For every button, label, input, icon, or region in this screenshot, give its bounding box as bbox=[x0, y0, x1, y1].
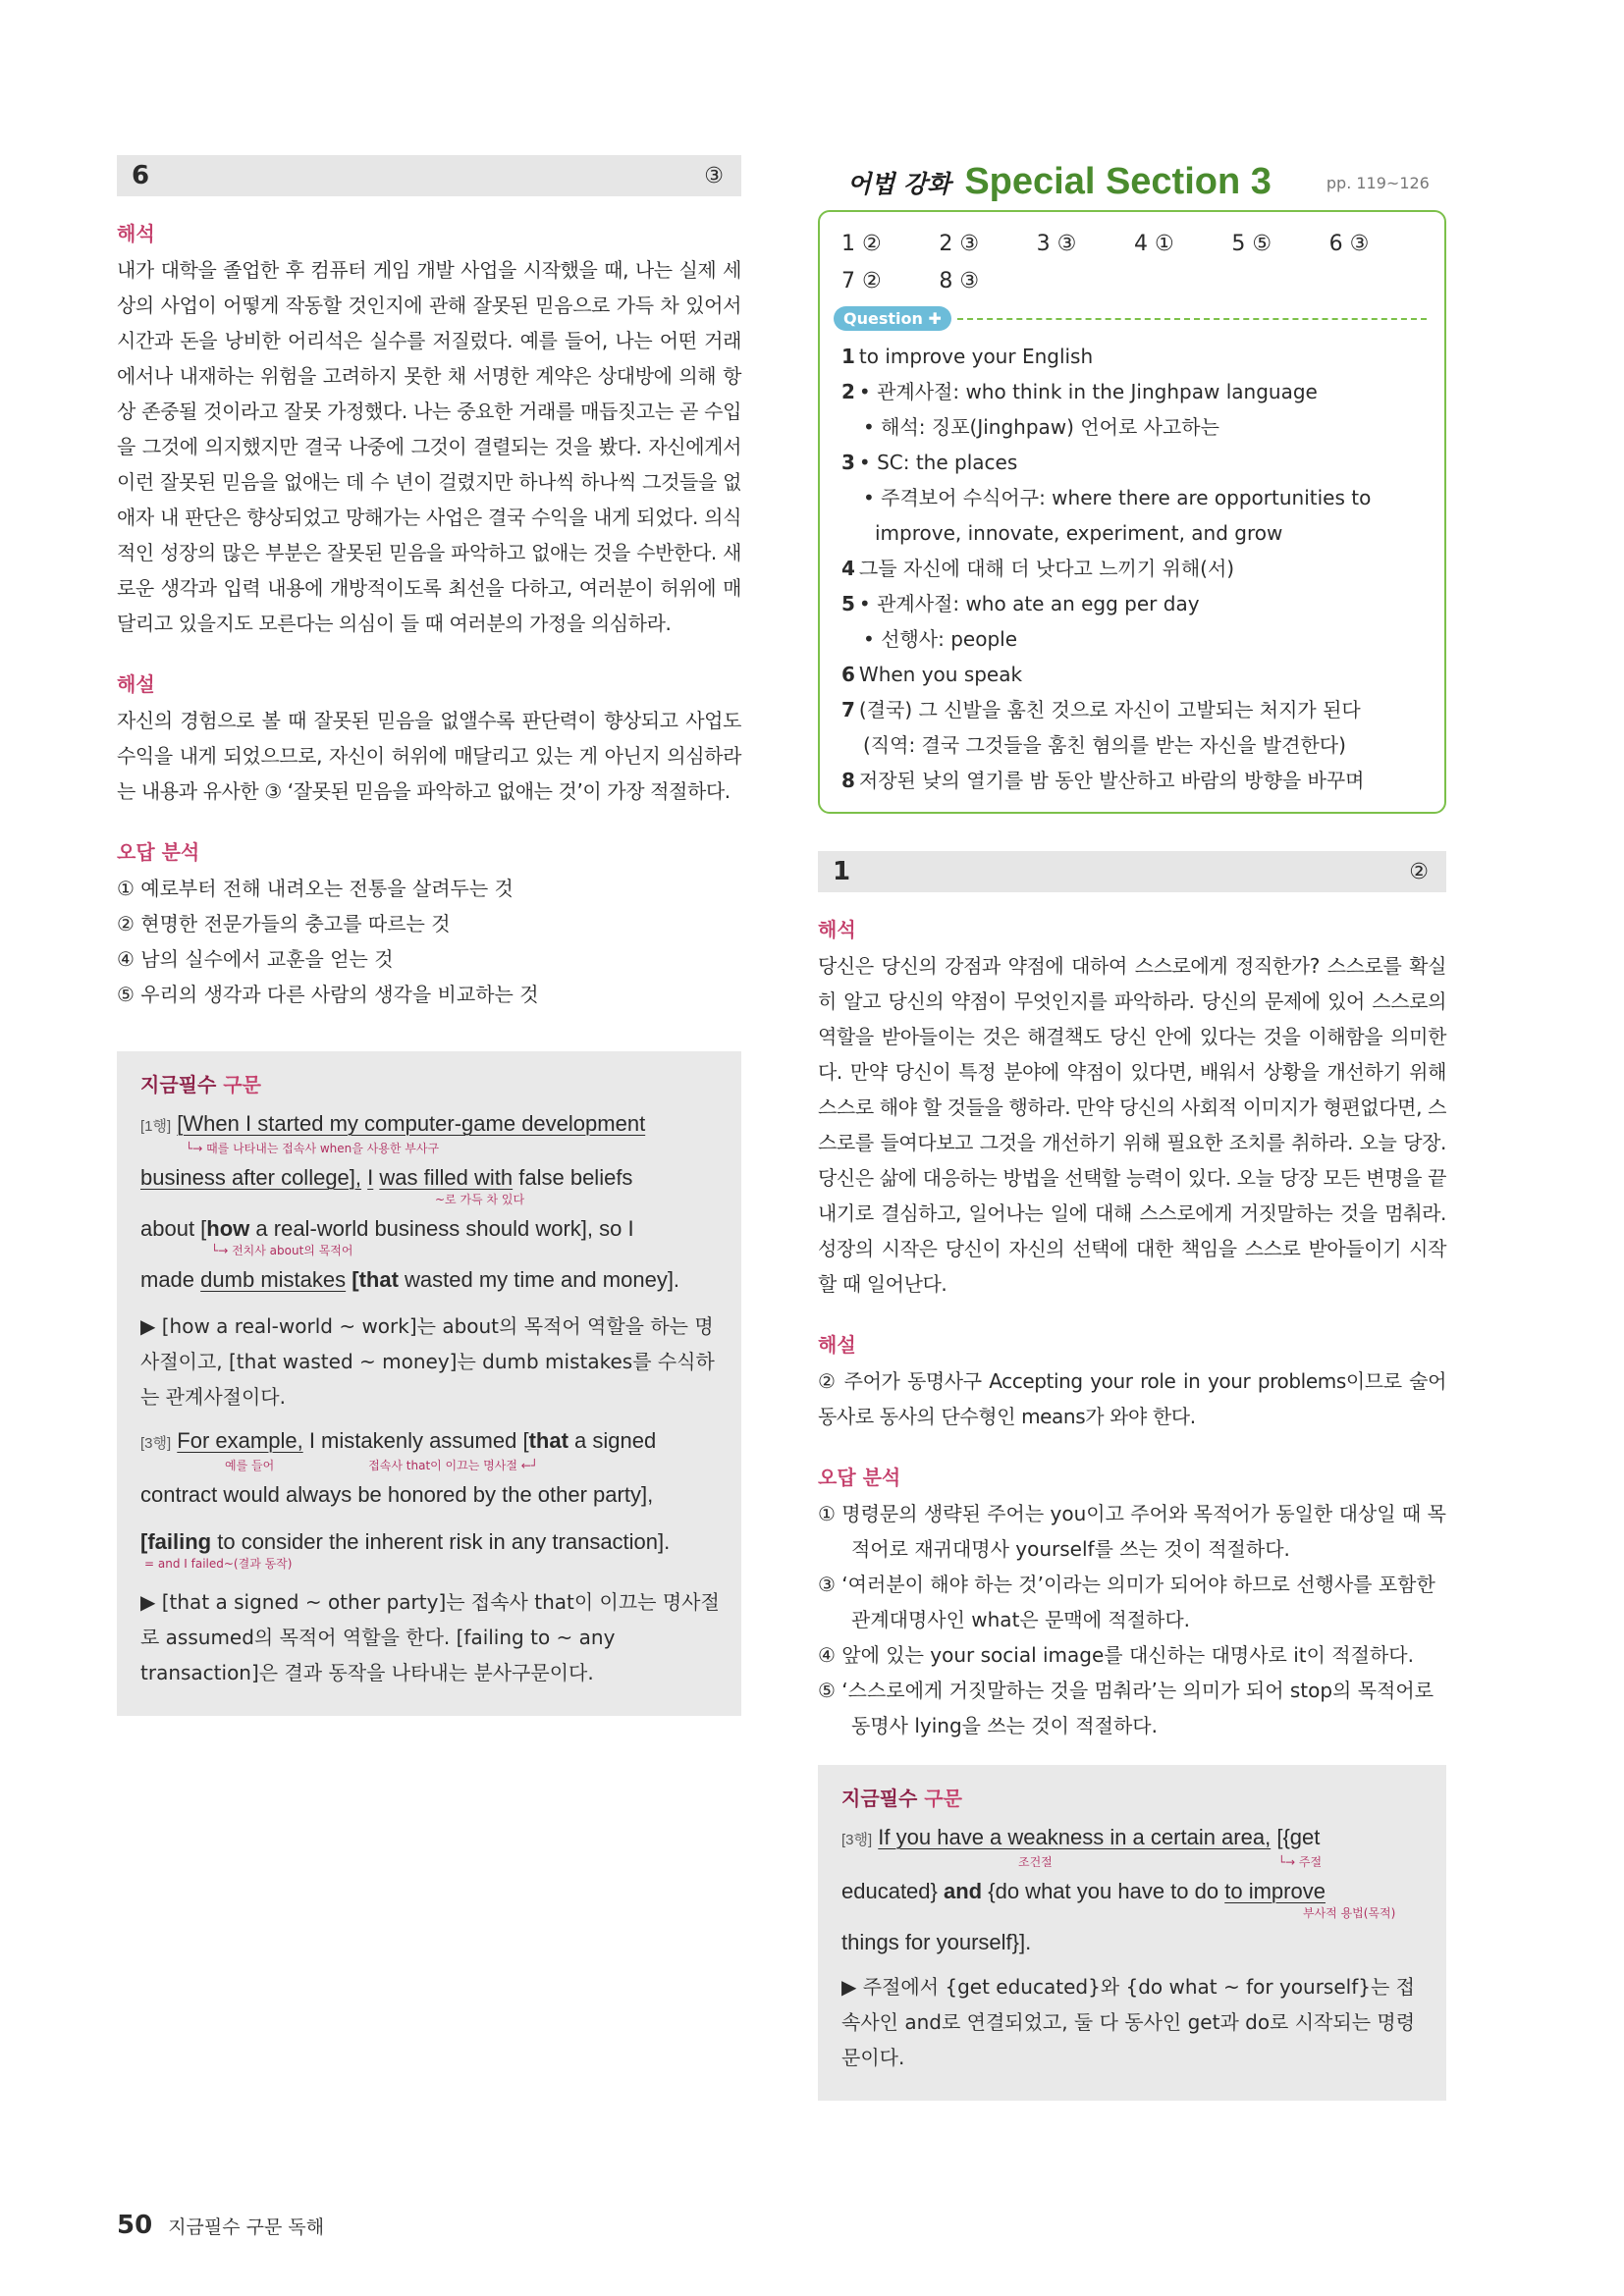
list-item: 1 to improve your English bbox=[841, 345, 1094, 368]
grammar-explanation: ▶ [how a real-world ~ work]는 about의 목적어 역할을 하는 명사절이고, [that wasted ~ money]는 dumb mistakes를 수식하는 관계사절이다. bbox=[140, 1314, 715, 1409]
grammar-annotation: 예를 들어 접속사 that이 이끄는 명사절 ←┘ bbox=[225, 1459, 539, 1472]
question-number: 1 bbox=[833, 857, 851, 886]
grammar-box bbox=[117, 1051, 741, 1716]
list-item: ④ 앞에 있는 your social image를 대신하는 대명사로 it이 적절하다. bbox=[818, 1643, 1414, 1667]
list-item: ⑤ 우리의 생각과 다른 사람의 생각을 비교하는 것 bbox=[117, 983, 539, 1006]
list-item: ④ 남의 실수에서 교훈을 얻는 것 bbox=[117, 947, 394, 971]
section-label-wrong-answers: 오답 분석 bbox=[818, 1466, 901, 1489]
section-label-explanation: 해설 bbox=[818, 1333, 856, 1357]
grammar-annotation: └→ 때를 나타내는 접속사 when을 사용한 부사구 bbox=[186, 1142, 440, 1155]
list-item: 5 • 관계사절: who ate an egg per day bbox=[841, 592, 1200, 615]
explanation-text: 자신의 경험으로 볼 때 잘못된 믿음을 없앨수록 판단력이 향상되고 사업도 수익을 내게 되었으므로, 자신이 허위에 매달리고 있는 게 아닌지 의심하라는 내용과 유사한 ③ ‘잘못된 믿음을 파악하고 없애는 것’이 가장 적절하다. bbox=[117, 709, 741, 803]
grammar-line: educated} and {do what you have to do to improve bbox=[841, 1879, 1326, 1903]
question-number: 6 bbox=[132, 161, 150, 190]
answer-item: 5 ⑤ bbox=[1231, 232, 1272, 256]
answer-item: 8 ③ bbox=[939, 269, 980, 294]
list-item: 7 (결국) 그 신발을 훔친 것으로 자신이 고발되는 처지가 된다 bbox=[841, 698, 1361, 721]
question-plus-divider bbox=[834, 306, 1427, 331]
special-section-box bbox=[818, 210, 1446, 814]
wrong-answer-list bbox=[117, 871, 741, 1012]
wrong-answer-list bbox=[818, 1496, 1446, 1743]
question-plus-badge: Question ✚ bbox=[834, 306, 951, 331]
answer-item: 4 ① bbox=[1134, 232, 1174, 256]
answer-grid bbox=[841, 226, 1427, 300]
grammar-annotation: ~로 가득 차 있다 bbox=[435, 1193, 525, 1206]
question-header bbox=[117, 155, 741, 196]
special-section-title: Special Section 3 bbox=[964, 161, 1272, 202]
list-item: (직역: 결국 그것들을 훔친 혐의를 받는 자신을 발견한다) bbox=[863, 733, 1346, 757]
answer-item: 6 ③ bbox=[1328, 232, 1370, 256]
grammar-annotation: └→ 전치사 about의 목적어 bbox=[211, 1244, 353, 1257]
grammar-explanation: ▶ 주절에서 {get educated}와 {do what ~ for yourself}는 접속사인 and로 연결되었고, 둘 다 동사인 get과 do로 시작되는 명령문이다. bbox=[841, 1975, 1416, 2069]
line-tag: [3행] bbox=[841, 1832, 873, 1848]
answer-item: 1 ② bbox=[841, 232, 882, 256]
line-tag: [1행] bbox=[140, 1118, 172, 1135]
question-header bbox=[818, 851, 1446, 892]
question-plus-list bbox=[841, 339, 1427, 798]
grammar-box-title: 지금필수 구문 bbox=[841, 1787, 962, 1810]
grammar-box-title: 지금필수 구문 bbox=[140, 1073, 261, 1096]
translation-text: 내가 대학을 졸업한 후 컴퓨터 게임 개발 사업을 시작했을 때, 나는 실제 세상의 사업이 어떻게 작동할 것인지에 관해 잘못된 믿음으로 가득 차 있어서 시간과 돈을 낭비한 어리석은 실수를 저질렀다. 예를 들어, 나는 어떤 거래에서나 내재하는 위험을 고려하지 못한 채 서명한 계약은 상대방에 의해 항상 존중될 것이라고 잘못 가정했다. 나는 중요한 거래를 매듭짓고는 곧 수입을 그것에 의지했지만 결국 나중에 그것이 결렬되는 것을 봤다. 자신에게서 이런 잘못된 믿음을 없애는 데 수 년이 걸렸지만 하나씩 하나씩 그것들을 없애자 내 판단은 향상되었고 망해가는 사업은 결국 수익을 내게 되었다. 의식적인 성장의 많은 부분은 잘못된 믿음을 파악하고 없애는 것을 수반한다. 새로운 생각과 입력 내용에 개방적이도록 최선을 다하고, 여러분이 허위에 매달리고 있을지도 모른다는 의심이 들 때 여러분의 가정을 의심하라. bbox=[117, 258, 741, 635]
grammar-line: [3행] For example, I mistakenly assumed [that a signed bbox=[140, 1428, 657, 1453]
right-column bbox=[818, 155, 1446, 2101]
page-number: 50 bbox=[117, 2211, 153, 2240]
answer-mark: ③ bbox=[704, 163, 724, 188]
grammar-line: made dumb mistakes [that wasted my time and money]. bbox=[140, 1267, 680, 1292]
list-item: ③ ‘여러분이 해야 하는 것’이라는 의미가 되어야 하므로 선행사를 포함한 관계대명사인 what은 문맥에 적절하다. bbox=[818, 1573, 1435, 1631]
grammar-line: business after college], I was filled with false beliefs bbox=[140, 1165, 633, 1190]
translation-text: 당신은 당신의 강점과 약점에 대하여 스스로에게 정직한가? 스스로를 확실히 알고 당신의 약점이 무엇인지를 파악하라. 당신의 문제에 있어 스스로의 역할을 받아들이는 것은 해결책도 당신 안에 있다는 것을 이해함을 의미한다. 만약 당신이 특정 분야에 약점이 있다면, 배워서 상황을 개선하기 위해 스스로 해야 할 것들을 행하라. 만약 당신의 사회적 이미지가 형편없다면, 스스로를 들여다보고 그것을 개선하기 위해 필요한 조치를 취하라. 오늘 당장. 당신은 삶에 대응하는 방법을 선택할 능력이 있다. 오늘 당장 모든 변명을 끝내기로 결심하고, 일어나는 일에 대해 스스로에게 거짓말하는 것을 멈춰라. 성장의 시작은 당신이 자신의 선택에 대한 책임을 스스로 받아들이기 시작할 때 일어난다. bbox=[818, 954, 1446, 1296]
section-label-translation: 해석 bbox=[117, 222, 155, 245]
grammar-line: [failing to consider the inherent risk in any transaction]. bbox=[140, 1529, 671, 1554]
list-item: 3 • SC: the places bbox=[841, 451, 1018, 474]
grammar-box bbox=[818, 1765, 1446, 2101]
answer-item: 3 ③ bbox=[1036, 232, 1077, 256]
grammar-annotation: 조건절 └→ 주절 bbox=[1018, 1855, 1323, 1869]
line-tag: [3행] bbox=[140, 1435, 172, 1452]
list-item: • 해석: 징포(Jinghpaw) 언어로 사고하는 bbox=[863, 415, 1219, 439]
answer-mark: ② bbox=[1409, 859, 1429, 884]
answer-item: 7 ② bbox=[841, 269, 882, 294]
list-item: ① 예로부터 전해 내려오는 전통을 살려두는 것 bbox=[117, 877, 514, 900]
left-column bbox=[117, 155, 741, 1716]
grammar-line: [1행] [When I started my computer-game development bbox=[140, 1111, 646, 1136]
list-item: 6 When you speak bbox=[841, 663, 1023, 686]
book-title: 지금필수 구문 독해 bbox=[168, 2216, 325, 2238]
grammar-line: about [how a real-world business should work], so I bbox=[140, 1216, 634, 1241]
list-item: ① 명령문의 생략된 주어는 you이고 주어와 목적어가 동일한 대상일 때 목적어로 재귀대명사 yourself를 쓰는 것이 적절하다. bbox=[818, 1502, 1446, 1561]
section-label-wrong-answers: 오답 분석 bbox=[117, 840, 200, 864]
special-section-header bbox=[818, 155, 1446, 200]
special-section-subtitle: 어법 강화 bbox=[847, 170, 951, 198]
page-footer bbox=[117, 2211, 324, 2240]
explanation-text: ② 주어가 동명사구 Accepting your role in your problems이므로 술어 동사로 동사의 단수형인 means가 와야 한다. bbox=[818, 1369, 1446, 1428]
grammar-line: things for yourself}]. bbox=[841, 1930, 1032, 1954]
special-section-pages: pp. 119~126 bbox=[1326, 174, 1430, 192]
section-label-explanation: 해설 bbox=[117, 672, 155, 696]
answer-item: 2 ③ bbox=[939, 232, 980, 256]
list-item: 2 • 관계사절: who think in the Jinghpaw language bbox=[841, 380, 1318, 403]
grammar-annotation: = and I failed~(결과 동작) bbox=[144, 1557, 293, 1571]
list-item: 8 저장된 낮의 열기를 밤 동안 발산하고 바람의 방향을 바꾸며 bbox=[841, 769, 1365, 792]
list-item: ② 현명한 전문가들의 충고를 따르는 것 bbox=[117, 912, 451, 935]
section-label-translation: 해석 bbox=[818, 918, 856, 941]
grammar-line: contract would always be honored by the other party], bbox=[140, 1482, 654, 1507]
grammar-line: [3행] If you have a weakness in a certain area, [{get bbox=[841, 1825, 1321, 1849]
list-item: • 주격보어 수식어구: where there are opportunities to bbox=[863, 486, 1372, 509]
list-item: ⑤ ‘스스로에게 거짓말하는 것을 멈춰라’는 의미가 되어 stop의 목적어로 동명사 lying을 쓰는 것이 적절하다. bbox=[818, 1679, 1435, 1737]
grammar-explanation: ▶ [that a signed ~ other party]는 접속사 that이 이끄는 명사절로 assumed의 목적어 역할을 한다. [failing to ~ any transaction]은 결과 동작을 나타내는 분사구문이다. bbox=[140, 1590, 720, 1684]
list-item: • 선행사: people bbox=[863, 627, 1018, 651]
grammar-annotation: 부사적 용법(목적) bbox=[1303, 1906, 1396, 1920]
list-item: improve, innovate, experiment, and grow bbox=[875, 521, 1283, 545]
list-item: 4 그들 자신에 대해 더 낫다고 느끼기 위해(서) bbox=[841, 557, 1235, 580]
dashed-divider bbox=[957, 318, 1427, 320]
